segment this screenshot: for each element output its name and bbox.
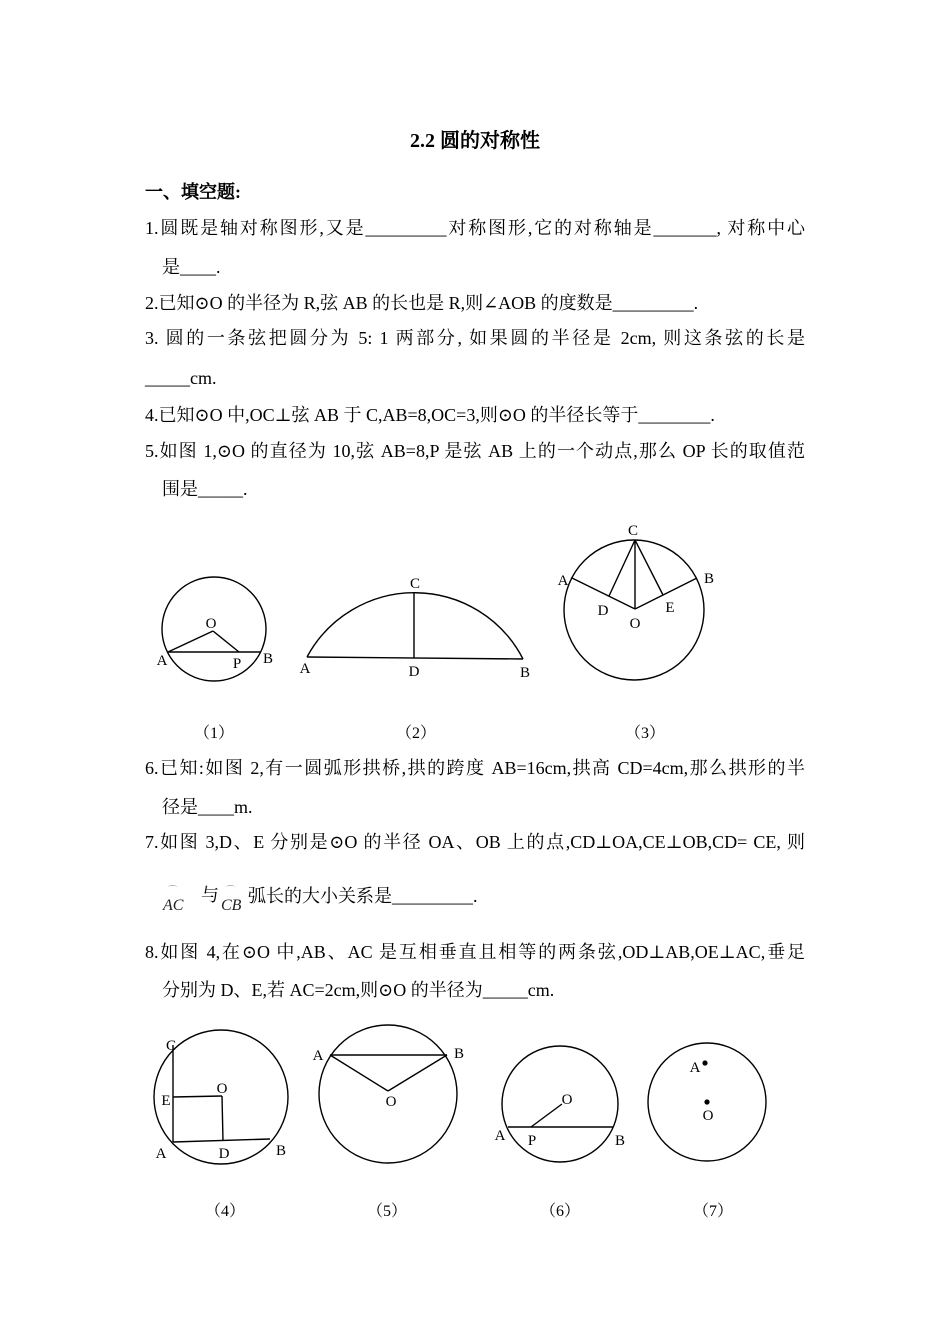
fig4-label-o: O (216, 1081, 228, 1097)
question-5-line-1: 5.如图 1,⊙O 的直径为 10,弦 AB=8,P 是弦 AB 上的一个动点,那么 OP 长的取值范 (145, 441, 805, 461)
fig2-caption: （2） (395, 725, 437, 742)
fig4-label-d: D (218, 1146, 230, 1162)
fig7-caption: （7） (692, 1203, 734, 1220)
fig3-label-d: D (597, 603, 609, 619)
arc-ac: AC (163, 897, 184, 914)
question-5-line-2: 围是_____. (162, 479, 248, 499)
question-6-line-2: 径是____m. (162, 797, 253, 817)
question-2-line-1: 2.已知⊙O 的半径为 R,弦 AB 的长也是 R,则∠AOB 的度数是_________. (145, 293, 699, 313)
fig6-label-o: O (561, 1092, 573, 1108)
question-3-line-1: 3. 圆的一条弦把圆分为 5: 1 两部分, 如果圆的半径是 2cm, 则这条弦的长是 (145, 328, 805, 348)
arc-connector: 与 (201, 885, 219, 905)
fig4-label-b: B (275, 1143, 287, 1159)
fig7-label-a: A (689, 1060, 701, 1076)
question-8-line-2: 分别为 D、E,若 AC=2cm,则⊙O 的半径为_____cm. (162, 980, 555, 1000)
fig6-label-p: P (527, 1133, 537, 1149)
fig1-label-p: P (232, 656, 242, 672)
figure-4-perpendicular-chords (154, 1030, 288, 1220)
fig6-label-b: B (614, 1133, 626, 1149)
question-6-line-1: 6.已知:如图 2,有一圆弧形拱桥,拱的跨度 AB=16cm,拱高 CD=4cm,那么拱形的半 (145, 758, 805, 778)
fig4-label-c: C (165, 1038, 177, 1054)
section-heading-fill-in-blank: 一、填空题: (145, 182, 241, 202)
fig7-label-o: O (702, 1108, 714, 1124)
figure-1-circle-chord (157, 577, 273, 742)
fig6-label-a: A (494, 1128, 506, 1144)
figure-7-circle-points (648, 1043, 766, 1220)
fig4-caption: （4） (204, 1203, 246, 1220)
fig5-label-b: B (453, 1046, 465, 1062)
page-title: 2.2 圆的对称性 (410, 130, 540, 152)
question-3-line-2: _____cm. (145, 368, 217, 388)
fig3-label-o: O (629, 616, 641, 632)
fig5-caption: （5） (366, 1203, 408, 1220)
figure-3-circle-radii (558, 523, 714, 742)
figure-5-chord-triangle (313, 1025, 464, 1220)
fig1-label-b: B (262, 651, 274, 667)
fig5-label-a: A (312, 1048, 324, 1064)
fig3-label-c: C (627, 523, 639, 539)
fig3-label-e: E (665, 600, 675, 616)
fig2-label-a: A (299, 661, 311, 677)
figure-2-arch-bridge (300, 576, 530, 742)
question-4-line-1: 4.已知⊙O 中,OC⊥弦 AB 于 C,AB=8,OC=3,则⊙O 的半径长等于________. (145, 405, 715, 425)
fig2-label-d: D (408, 664, 420, 680)
fig6-caption: （6） (539, 1203, 581, 1220)
arc-symbol-icon: ⌒ (226, 885, 236, 895)
fig2-label-c: C (409, 576, 421, 592)
question-8-line-1: 8.如图 4,在⊙O 中,AB、AC 是互相垂直且相等的两条弦,OD⊥AB,OE⊥AC,垂足 (145, 942, 805, 962)
fig2-label-b: B (519, 665, 531, 681)
fig1-label-o: O (205, 616, 217, 632)
figure-6-chord-point (495, 1046, 625, 1220)
question-7-line-1: 7.如图 3,D、E 分别是⊙O 的半径 OA、OB 上的点,CD⊥OA,CE⊥OB,CD= CE, 则 (145, 832, 805, 852)
question-7-line-2-text: 弧长的大小关系是_________. (248, 886, 478, 906)
fig5-label-o: O (385, 1094, 397, 1110)
fig3-label-b: B (703, 571, 715, 587)
question-1-line-2: 是____. (162, 257, 221, 277)
fig3-label-a: A (557, 573, 569, 589)
point-o-dot (704, 1099, 709, 1104)
fig4-label-e: E (161, 1093, 171, 1109)
fig1-caption: （1） (193, 725, 235, 742)
fig3-caption: （3） (624, 725, 666, 742)
fig1-label-a: A (156, 653, 168, 669)
arc-symbol-icon: ⌒ (168, 885, 178, 895)
question-1-line-1: 1.圆既是轴对称图形,又是_________对称图形,它的对称轴是_______, 对称中心 (145, 218, 805, 238)
point-a-dot (702, 1060, 707, 1065)
fig4-label-a: A (155, 1146, 167, 1162)
arc-cb: CB (221, 897, 242, 914)
